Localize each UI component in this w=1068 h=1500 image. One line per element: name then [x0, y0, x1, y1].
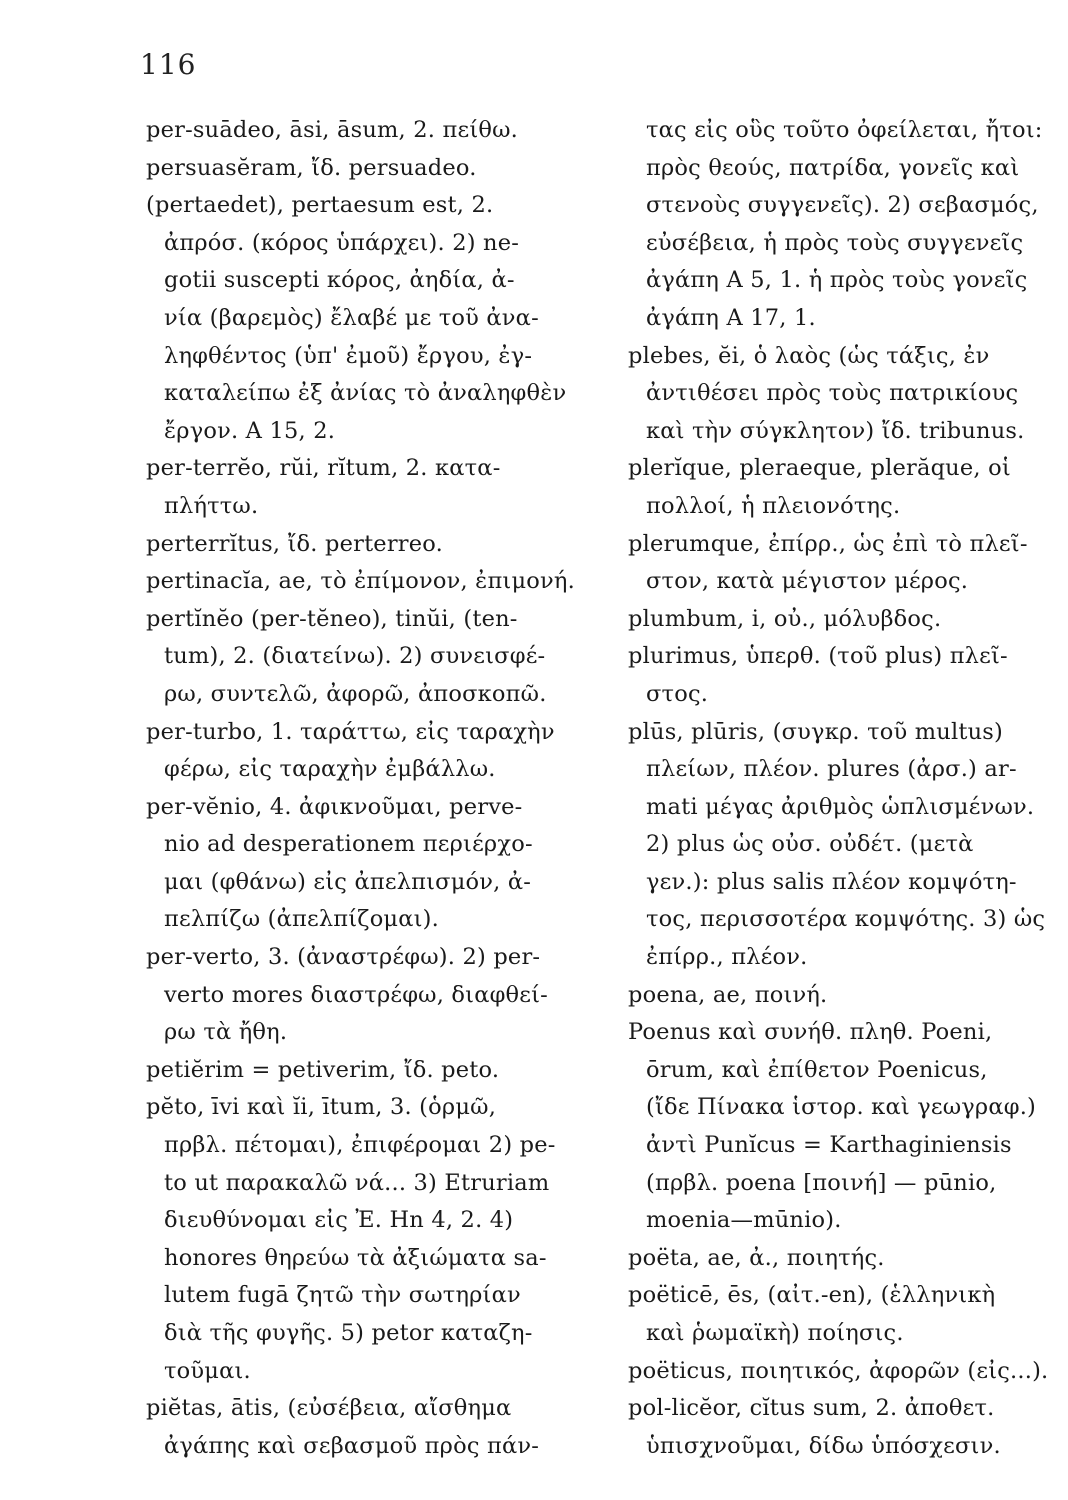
- dictionary-line: verto mores διαστρέφω, διαφθεί-: [164, 981, 548, 1008]
- dictionary-line: poëta, ae, ἀ., ποιητής.: [628, 1244, 885, 1271]
- dictionary-line: στον, κατὰ μέγιστον μέρος.: [646, 568, 969, 595]
- dictionary-line: τος, περισσοτέρα κομψότης. 3) ὡς: [646, 906, 1046, 933]
- dictionary-line: τας εἰς οὓς τοῦτο ὀφείλεται, ἤτοι:: [646, 117, 1043, 143]
- dictionary-line: ληφθέντος (ὑπ' ἐμοῦ) ἔργου, ἐγ-: [164, 342, 533, 369]
- left-column: [146, 112, 586, 1465]
- dictionary-line: piĕtas, ātis, (εὐσέβεια, αἴσθημα: [146, 1395, 512, 1422]
- dictionary-line: mati μέγας ἀριθμὸς ὡπλισμένων.: [646, 793, 1035, 820]
- dictionary-line: ἀγάπη A 17, 1.: [646, 304, 816, 331]
- dictionary-line: 2) plus ὡς οὐσ. οὐδέτ. (μετὰ: [646, 831, 974, 858]
- dictionary-line: poena, ae, ποινή.: [628, 981, 828, 1008]
- dictionary-line: ἔργον. A 15, 2.: [164, 417, 336, 444]
- dictionary-line: per-verto, 3. (ἀναστρέφω). 2) per-: [146, 944, 541, 971]
- dictionary-line: gotii suscepti κόρος, ἀηδία, ἀ-: [164, 267, 515, 294]
- dictionary-line: per-vĕnio, 4. ἀφικνοῦμαι, perve-: [146, 793, 523, 820]
- dictionary-line: plebes, ĕi, ὁ λαὸς (ὡς τάξις, ἐν: [628, 342, 990, 369]
- dictionary-line: per-suādeo, āsi, āsum, 2. πείθω.: [146, 117, 518, 143]
- dictionary-line: πολλοί, ἡ πλειονότης.: [646, 492, 901, 519]
- dictionary-line: ἐπίρρ., πλέον.: [646, 944, 808, 971]
- dictionary-line: στος.: [646, 680, 709, 707]
- dictionary-line: pertĭnĕo (per-tĕneo), tinŭi, (ten-: [146, 605, 518, 632]
- dictionary-line: γεν.): plus salis πλέον κομψότη-: [646, 868, 1017, 895]
- dictionary-line: to ut παρακαλῶ νά... 3) Etruriam: [164, 1169, 550, 1196]
- dictionary-line: plūs, plūris, (συγκρ. τοῦ multus): [628, 718, 1003, 745]
- dictionary-line: στενοὺς συγγενεῖς). 2) σεβασμός,: [646, 192, 1039, 219]
- dictionary-line: φέρω, εἰς ταραχὴν ἐμβάλλω.: [164, 756, 496, 783]
- dictionary-line: pertinacĭa, ae, τὸ ἐπίμονον, ἐπιμονή.: [146, 568, 575, 595]
- dictionary-line: πρὸς θεούς, πατρίδα, γονεῖς καὶ: [646, 154, 1020, 181]
- dictionary-line: poëticē, ēs, (αἰτ.-en), (ἑλληνικὴ: [628, 1282, 996, 1309]
- dictionary-line: ρω, συντελῶ, ἀφορῶ, ἀποσκοπῶ.: [164, 680, 547, 707]
- dictionary-line: καὶ τὴν σύγκλητον) ἴδ. tribunus.: [646, 417, 1025, 444]
- dictionary-line: ōrum, καὶ ἐπίθετον Poenicus,: [646, 1056, 988, 1083]
- dictionary-line: ρω τὰ ἤθη.: [164, 1019, 288, 1046]
- dictionary-line: honores θηρεύω τὰ ἀξιώματα sa-: [164, 1244, 547, 1271]
- dictionary-line: καὶ ῥωμαϊκὴ) ποίησις.: [646, 1320, 904, 1346]
- page-number: 116: [140, 48, 197, 81]
- dictionary-line: πλείων, πλέον. plures (ἀρσ.) ar-: [646, 756, 1017, 783]
- dictionary-line: per-turbo, 1. ταράττω, εἰς ταραχὴν: [146, 718, 555, 745]
- dictionary-line: ἀντιθέσει πρὸς τοὺς πατρικίους: [646, 380, 1019, 407]
- dictionary-line: ἀπρόσ. (κόρος ὑπάρχει). 2) ne-: [164, 229, 520, 256]
- dictionary-line: plerĭque, pleraeque, plerăque, οἱ: [628, 455, 1011, 482]
- dictionary-line: τοῦμαι.: [164, 1357, 251, 1384]
- dictionary-line: διευθύνομαι εἰς Ἐ. Hn 4, 2. 4): [164, 1207, 514, 1234]
- dictionary-line: nio ad desperationem περιέρχο-: [164, 831, 533, 858]
- dictionary-line: persuasĕram, ἴδ. persuadeo.: [146, 154, 477, 181]
- dictionary-line: petiĕrim = petiverim, ἴδ. peto.: [146, 1056, 500, 1083]
- dictionary-line: plurimus, ὑπερθ. (τοῦ plus) πλεῖ-: [628, 643, 1008, 670]
- dictionary-line: μαι (φθάνω) εἰς ἀπελπισμόν, ἀ-: [164, 868, 532, 895]
- dictionary-line: (pertaedet), pertaesum est, 2.: [146, 192, 494, 219]
- dictionary-line: lutem fugā ζητῶ τὴν σωτηρίαν: [164, 1282, 521, 1309]
- dictionary-line: (ἴδε Πίνακα ἱστορ. καὶ γεωγραφ.): [646, 1094, 1037, 1121]
- dictionary-line: (πρβλ. poena [ποινή] — pūnio,: [646, 1169, 997, 1196]
- dictionary-line: tum), 2. (διατείνω). 2) συνεισφέ-: [164, 643, 546, 670]
- dictionary-line: plerumque, ἐπίρρ., ὡς ἐπὶ τὸ πλεῖ-: [628, 530, 1028, 557]
- dictionary-line: moenia—mūnio).: [646, 1207, 842, 1234]
- dictionary-line: ὑπισχνοῦμαι, δίδω ὑπόσχεσιν.: [646, 1432, 1001, 1459]
- dictionary-line: pol-licĕor, cĭtus sum, 2. ἀποθετ.: [628, 1395, 995, 1422]
- dictionary-line: εὐσέβεια, ἡ πρὸς τοὺς συγγενεῖς: [646, 229, 1024, 256]
- dictionary-line: καταλείπω ἐξ ἀνίας τὸ ἀναληφθὲν: [164, 380, 567, 407]
- right-column: [628, 112, 1068, 1465]
- dictionary-line: ἀγάπης καὶ σεβασμοῦ πρὸς πάν-: [164, 1432, 540, 1459]
- dictionary-line: πλήττω.: [164, 492, 259, 519]
- dictionary-line: πρβλ. πέτομαι), ἐπιφέρομαι 2) pe-: [164, 1132, 556, 1159]
- dictionary-line: πελπίζω (ἀπελπίζομαι).: [164, 906, 440, 933]
- dictionary-line: Poenus καὶ συνήθ. πληθ. Poeni,: [628, 1019, 993, 1046]
- dictionary-line: poëticus, ποιητικός, ἀφορῶν (εἰς...).: [628, 1357, 1049, 1384]
- dictionary-line: per-terrĕo, rŭi, rĭtum, 2. κατα-: [146, 455, 501, 482]
- dictionary-line: νία (βαρεμὸς) ἔλαβέ με τοῦ ἀνα-: [164, 304, 539, 331]
- dictionary-line: pĕto, īvi καὶ ĭi, ītum, 3. (ὁρμῶ,: [146, 1094, 497, 1121]
- dictionary-line: ἀντὶ Punĭcus = Karthaginiensis: [646, 1132, 1012, 1159]
- dictionary-line: perterrĭtus, ἴδ. perterreo.: [146, 530, 443, 557]
- dictionary-line: ἀγάπη A 5, 1. ἡ πρὸς τοὺς γονεῖς: [646, 267, 1028, 294]
- dictionary-line: διὰ τῆς φυγῆς. 5) petor καταζη-: [164, 1320, 533, 1346]
- dictionary-line: plumbum, i, οὐ., μόλυβδος.: [628, 605, 942, 632]
